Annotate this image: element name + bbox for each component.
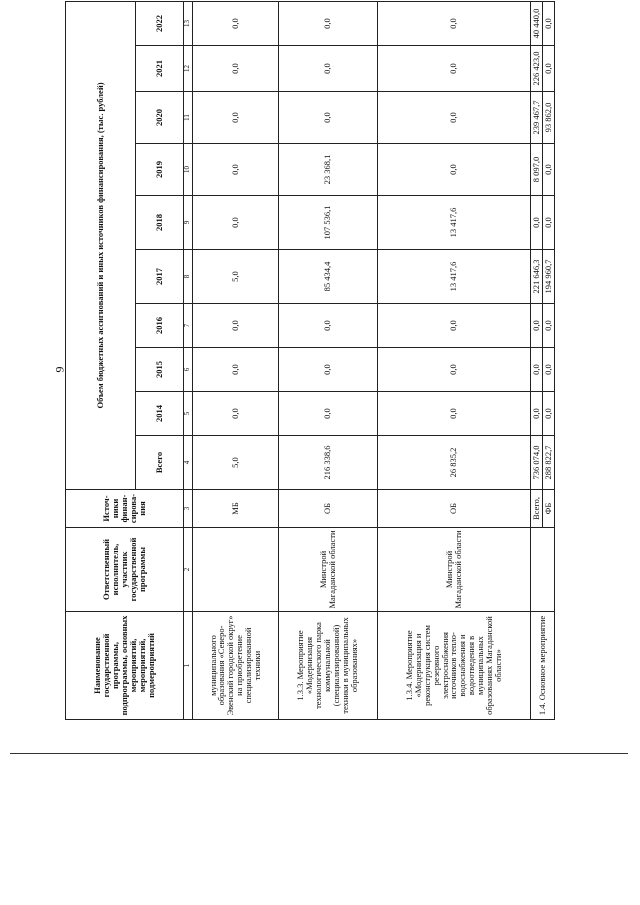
row-source: Всего, (531, 490, 543, 528)
column-index: 1 (184, 612, 193, 720)
row-value: 0,0 (543, 1, 555, 45)
header-year: 2020 (136, 92, 184, 144)
row-value: 0,0 (543, 348, 555, 392)
row-value: 0,0 (377, 92, 530, 144)
row-value: 288 822,7 (543, 436, 555, 490)
row-value: 40 440,0 (531, 1, 543, 45)
header-year: 2021 (136, 46, 184, 92)
row-value: 0,0 (278, 1, 377, 45)
row-value: 0,0 (543, 46, 555, 92)
row-value: 0,0 (193, 144, 279, 196)
row-value: 0,0 (377, 304, 530, 348)
row-value: 107 536,1 (278, 196, 377, 250)
table-row (193, 1, 279, 719)
column-index: 12 (184, 46, 193, 92)
header-executor: Ответственный исполнитель, участник государственной программы (66, 528, 184, 612)
row-executor (193, 528, 279, 612)
column-index: 7 (184, 304, 193, 348)
column-index: 9 (184, 196, 193, 250)
row-executor: Минстрой Магаданской области (278, 528, 377, 612)
row-name: 1.3.3. Мероприятие «Модернизация технологического парка коммунальной (специализированной) техники в муниципальных образованиях» (278, 612, 377, 720)
column-index: 11 (184, 92, 193, 144)
row-source: ОБ (278, 490, 377, 528)
row-value: 0,0 (278, 304, 377, 348)
row-value: 26 835,2 (377, 436, 530, 490)
financing-table (65, 1, 555, 720)
column-index: 8 (184, 250, 193, 304)
row-value: 221 646,3 (531, 250, 543, 304)
column-index: 6 (184, 348, 193, 392)
header-year: 2022 (136, 1, 184, 45)
row-value: 0,0 (531, 196, 543, 250)
row-value: 0,0 (531, 304, 543, 348)
header-volume: Объем бюджетных ассигнований и иных источников финансирования, (тыс. рублей) (66, 1, 136, 489)
row-value: 0,0 (377, 46, 530, 92)
row-executor: Минстрой Магаданской области (377, 528, 530, 612)
row-executor (531, 528, 555, 612)
row-value: 0,0 (531, 392, 543, 436)
table-row (377, 1, 530, 719)
page-number: 9 (52, 366, 67, 373)
row-value: 0,0 (377, 392, 530, 436)
column-index: 13 (184, 1, 193, 45)
column-index: 2 (184, 528, 193, 612)
row-value: 0,0 (278, 348, 377, 392)
table-row (278, 1, 377, 719)
row-value: 0,0 (193, 304, 279, 348)
column-index: 3 (184, 490, 193, 528)
row-value: 0,0 (193, 196, 279, 250)
row-value: 0,0 (377, 144, 530, 196)
row-value: 93 862,0 (543, 92, 555, 144)
row-value: 0,0 (193, 46, 279, 92)
row-value: 13 417,6 (377, 250, 530, 304)
row-value: 13 417,6 (377, 196, 530, 250)
row-value: 239 467,7 (531, 92, 543, 144)
row-value: 0,0 (193, 392, 279, 436)
row-source: ОБ (377, 490, 530, 528)
row-value: 0,0 (193, 1, 279, 45)
column-index: 4 (184, 436, 193, 490)
row-value: 0,0 (543, 304, 555, 348)
row-name: муниципального образования «Северо-Эвенский городской округ» на приобретение специализированной техники (193, 612, 279, 720)
header-year: 2014 (136, 392, 184, 436)
row-value: 0,0 (543, 196, 555, 250)
row-value: 23 368,1 (278, 144, 377, 196)
row-value: 736 074,0 (531, 436, 543, 490)
row-value: 0,0 (193, 92, 279, 144)
row-value: 0,0 (531, 348, 543, 392)
row-value: 8 097,0 (531, 144, 543, 196)
header-source: Источ-ники финан-сирова-ния (66, 490, 184, 528)
row-value: 85 434,4 (278, 250, 377, 304)
column-index: 5 (184, 392, 193, 436)
header-total: Всего (136, 436, 184, 490)
row-value: 0,0 (543, 392, 555, 436)
page-divider (10, 753, 628, 754)
row-value: 5,0 (193, 436, 279, 490)
row-value: 0,0 (377, 348, 530, 392)
rotated-table-wrapper (65, 2, 555, 720)
table-row (531, 1, 543, 719)
row-value: 226 423,0 (531, 46, 543, 92)
row-source: ФБ (543, 490, 555, 528)
header-year: 2015 (136, 348, 184, 392)
row-source: МБ (193, 490, 279, 528)
row-value: 194 960,7 (543, 250, 555, 304)
row-name: 1.3.4. Мероприятие «Модернизация и реконструкция систем резервного электроснабжения источников тепло-водоснабжения и водоотведения в муниципальных образованиях Магаданской области» (377, 612, 530, 720)
row-value: 0,0 (278, 392, 377, 436)
header-name: Наименование государственной программы, подпрограммы, основных мероприятий, мероприятий, подмероприятий (66, 612, 184, 720)
header-year: 2016 (136, 304, 184, 348)
row-value: 0,0 (193, 348, 279, 392)
header-year: 2017 (136, 250, 184, 304)
header-year: 2018 (136, 196, 184, 250)
row-value: 5,0 (193, 250, 279, 304)
row-value: 216 338,6 (278, 436, 377, 490)
row-value: 0,0 (377, 1, 530, 45)
row-value: 0,0 (278, 92, 377, 144)
row-value: 0,0 (278, 46, 377, 92)
row-name: 1.4. Основное мероприятие (531, 612, 555, 720)
column-index: 10 (184, 144, 193, 196)
header-year: 2019 (136, 144, 184, 196)
row-value: 0,0 (543, 144, 555, 196)
